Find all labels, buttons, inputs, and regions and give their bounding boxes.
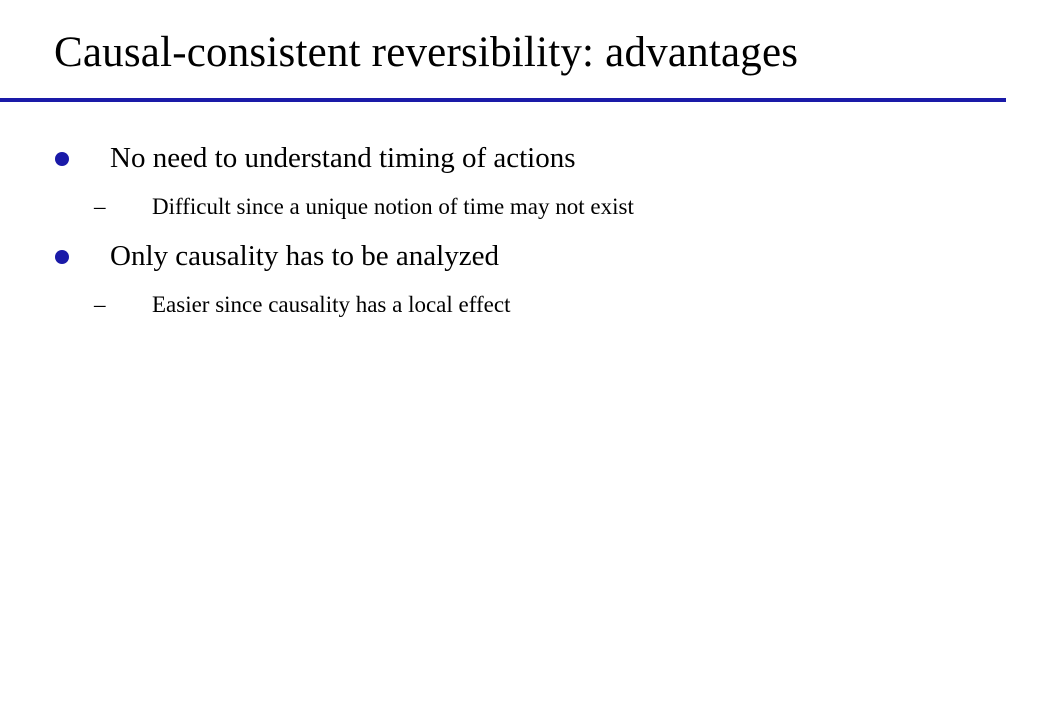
bullet-text: No need to understand timing of actions (110, 142, 576, 174)
sub-bullet-dash: – (94, 194, 106, 219)
bullet-text: Only causality has to be analyzed (110, 240, 499, 272)
sub-bullet-item (94, 193, 894, 221)
sub-bullet-item (94, 291, 894, 319)
sub-bullet-dash: – (94, 292, 106, 317)
sub-bullet-text: Easier since causality has a local effect (152, 292, 511, 317)
slide-title: Causal-consistent reversibility: advantages (54, 29, 799, 76)
sub-bullet-text: Difficult since a unique notion of time may not exist (152, 194, 634, 219)
bullet-item (55, 141, 755, 175)
bullet-dot-icon (55, 152, 69, 166)
bullet-item (55, 239, 755, 273)
bullet-dot-icon (55, 250, 69, 264)
title-underline (0, 98, 1006, 102)
